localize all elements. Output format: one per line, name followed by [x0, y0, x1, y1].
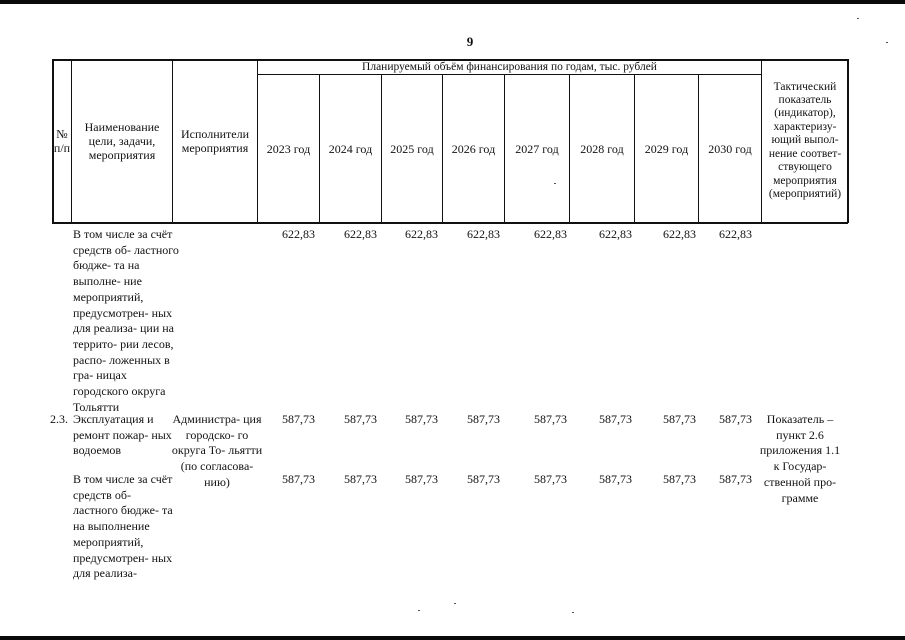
row-value: 622,83 [599, 227, 632, 241]
header-year: 2030 год [708, 142, 752, 156]
header-year: 2028 год [580, 142, 624, 156]
row-value: 587,73 [405, 472, 438, 486]
header-year: 2024 год [328, 142, 373, 156]
row-value: 587,73 [599, 412, 632, 426]
row-executor: Администра- ция городско- го округа То- льятти (по согласова- нию) [171, 412, 263, 489]
row-value: 587,73 [344, 412, 377, 426]
row-indicator: Показатель – пункт 2.6 приложения 1.1 к Государ- ственной про- грамме [759, 412, 841, 505]
row-value: 587,73 [534, 412, 567, 426]
row-value: 622,83 [344, 227, 377, 241]
col-sep [172, 59, 173, 223]
scan-speck [857, 18, 859, 19]
row-value: 587,73 [663, 412, 696, 426]
row-value: 622,83 [282, 227, 315, 241]
row-value: 587,73 [534, 472, 567, 486]
row-value: 622,83 [405, 227, 438, 241]
table-header [52, 59, 848, 223]
row-value: 622,83 [663, 227, 696, 241]
scan-speck [418, 610, 420, 611]
header-year: 2023 год [266, 142, 311, 156]
scan-speck [572, 612, 574, 613]
header-executor: Исполнители мероприятия [180, 127, 250, 155]
scan-speck [886, 42, 888, 43]
row-value: 587,73 [719, 412, 752, 426]
header-year: 2026 год [451, 142, 496, 156]
row-value: 622,83 [719, 227, 752, 241]
scan-speck [554, 183, 556, 184]
header-num: № п/п [53, 127, 71, 155]
row-number: 2.3. [50, 412, 68, 426]
row-name: В том числе за счёт средств об- ластного бюдже- та на выполне- ние мероприятий, предусмотрен- ных для реализа- ции на террито- рии лесов, распо- ложенных в гра- ницах городского округа Тольятти [73, 227, 179, 414]
header-year: 2029 год [644, 142, 689, 156]
header-funding-title: Планируемый объём финансирования по годам, тыс. рублей [362, 60, 657, 73]
row-value: 587,73 [663, 472, 696, 486]
row-value: 587,73 [344, 472, 377, 486]
row-name: Эксплуатация и ремонт пожар- ных водоемов [73, 412, 172, 458]
header-year: 2027 год [515, 142, 559, 156]
scan-bottom-edge [0, 636, 905, 640]
scan-speck [454, 603, 456, 604]
row-value: 587,73 [282, 472, 315, 486]
scan-top-edge [0, 0, 905, 4]
row-value: 587,73 [467, 472, 500, 486]
row-value: 587,73 [405, 412, 438, 426]
row-value: 587,73 [599, 472, 632, 486]
row-value: 587,73 [467, 412, 500, 426]
header-name: Наименование цели, задачи, мероприятия [84, 120, 160, 162]
row-value: 622,83 [467, 227, 500, 241]
header-year: 2025 год [390, 142, 434, 156]
row-value: 622,83 [534, 227, 567, 241]
page-number: 9 [466, 34, 474, 49]
header-indicator: Тактический показатель (индикатор), характеризу- ющий выпол- нение соответ- ствующего мероприятия (мероприятий) [768, 80, 842, 200]
row-name: В том числе за счёт средств об- ластного бюдже- та на выполнение мероприятий, предусмотрен- ных для реализа- [73, 472, 173, 581]
row-value: 587,73 [719, 472, 752, 486]
col-sep [71, 59, 72, 223]
row-value: 587,73 [282, 412, 315, 426]
